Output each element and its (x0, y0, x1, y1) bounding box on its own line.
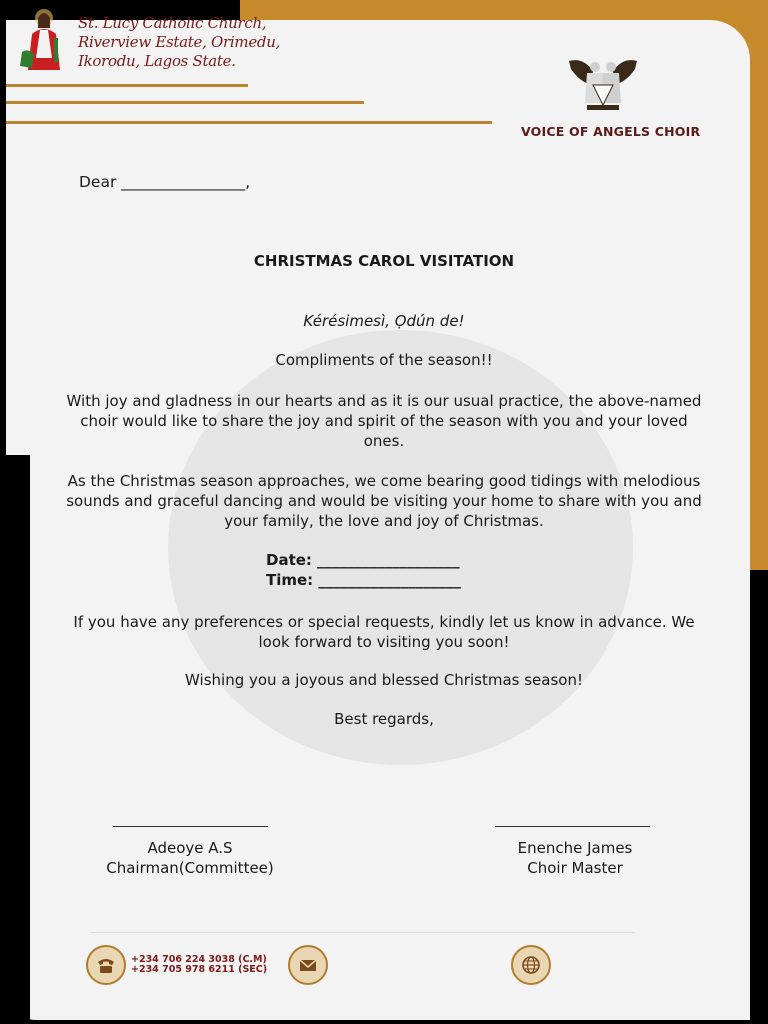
st-lucy-logo (18, 8, 70, 74)
salutation: Dear ________________, (79, 173, 251, 191)
paragraph-visit: As the Christmas season approaches, we come bearing good tidings with melodious sounds and graceful dancing and would be visiting your home to share with you and your family, the love and joy of Christmas. (66, 472, 702, 530)
church-name: St. Lucy Catholic Church, (78, 14, 267, 32)
closing: Best regards, (334, 710, 434, 728)
choir-master-role: Choir Master (527, 859, 623, 877)
paragraph-requests: If you have any preferences or special requests, kindly let us know in advance. We look forward to visiting you soon! (73, 613, 695, 651)
church-city: Ikorodu, Lagos State. (78, 52, 236, 70)
mail-icon (288, 945, 328, 985)
paragraph-joy: With joy and gladness in our hearts and as it is our usual practice, the above-named choir would like to share the joy and spirit of the season with you and your loved ones. (66, 392, 702, 450)
phone-sec: +234 705 978 6211 (SEC) (131, 964, 268, 975)
choir-name: VOICE OF ANGELS CHOIR (521, 124, 701, 139)
web-icon (511, 945, 551, 985)
chairman-role: Chairman(Committee) (106, 859, 274, 877)
phone-icon (86, 945, 126, 985)
angels-logo-icon (565, 55, 641, 113)
date-field: Date: ___________________ (266, 551, 460, 569)
footer-rule (90, 932, 635, 933)
signature-line-chairman (113, 826, 268, 827)
wishes-line: Wishing you a joyous and blessed Christmas season! (185, 671, 583, 689)
time-field: Time: ___________________ (266, 571, 461, 589)
phone-numbers (131, 955, 267, 975)
yoruba-greeting: Kérésimesì, Ọdún de! (303, 312, 465, 330)
phone-cm: +234 706 224 3038 (C.M) (131, 954, 267, 965)
black-margin-left (0, 455, 30, 1024)
chairman-name: Adeoye A.S (147, 839, 233, 857)
compliments-line: Compliments of the season!! (275, 351, 493, 369)
signatory-chairman (90, 838, 290, 878)
signatory-choir-master (475, 838, 675, 878)
letter-title: CHRISTMAS CAROL VISITATION (253, 252, 515, 270)
church-estate: Riverview Estate, Orimedu, (78, 33, 281, 51)
church-address (78, 14, 280, 71)
choir-master-name: Enenche James (517, 839, 633, 857)
signature-line-choir-master (495, 826, 650, 827)
